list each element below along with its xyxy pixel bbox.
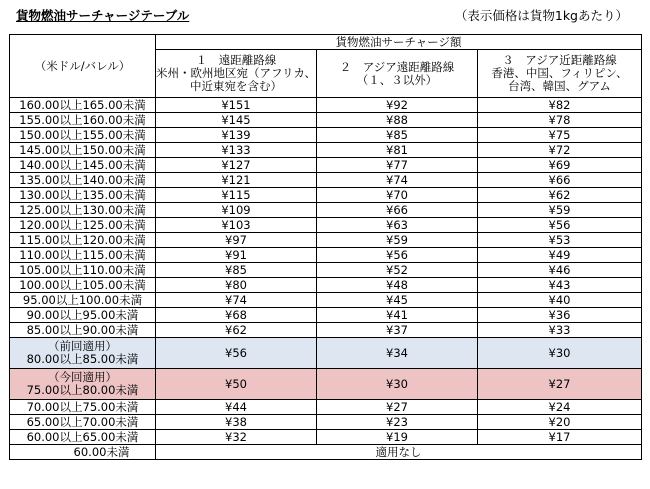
range-cell: 145.00以上150.00未満 [10,143,156,158]
value-cell: ¥24 [478,400,642,415]
value-cell: ¥62 [156,323,317,338]
value-cell: ¥40 [478,293,642,308]
range-cell: 70.00以上75.00未満 [10,400,156,415]
table-row-previous [10,338,642,369]
value-cell: ¥133 [156,143,317,158]
value-cell: ¥37 [317,323,478,338]
value-cell: ¥32 [156,430,317,445]
range-cell: 140.00以上145.00未満 [10,158,156,173]
value-cell: ¥19 [317,430,478,445]
range-cell: （前回適用） 80.00以上85.00未満 [10,338,156,369]
table-row [10,218,642,233]
range-cell: 100.00以上105.00未満 [10,278,156,293]
table-row [10,128,642,143]
range-cell: 105.00以上110.00未満 [10,263,156,278]
column-header-long-haul: １ 遠距離路線 米州・欧州地区宛（アフリカ、 中近東宛を含む） [156,50,317,98]
table-row [10,430,642,445]
value-cell: ¥127 [156,158,317,173]
range-cell: 115.00以上120.00未満 [10,233,156,248]
table-title: 貨物燃油サーチャージテーブル [16,8,190,23]
value-cell: ¥97 [156,233,317,248]
table-row [10,143,642,158]
table-row [10,415,642,430]
value-cell: ¥17 [478,430,642,445]
value-cell: ¥56 [317,248,478,263]
range-cell: 65.00以上70.00未満 [10,415,156,430]
table-row [10,293,642,308]
value-cell: ¥27 [478,369,642,400]
value-cell: ¥46 [478,263,642,278]
range-cell: 160.00以上165.00未満 [10,98,156,113]
table-row [10,233,642,248]
value-cell: ¥80 [156,278,317,293]
value-cell: ¥23 [317,415,478,430]
value-cell: ¥30 [317,369,478,400]
value-cell: ¥44 [156,400,317,415]
group-header: 貨物燃油サーチャージ額 [156,35,642,50]
value-cell: ¥59 [478,203,642,218]
value-cell: ¥115 [156,188,317,203]
value-cell: ¥36 [478,308,642,323]
value-cell: ¥78 [478,113,642,128]
value-cell: ¥74 [317,173,478,188]
value-cell: ¥56 [156,338,317,369]
range-cell: 85.00以上90.00未満 [10,323,156,338]
value-cell: ¥85 [156,263,317,278]
range-cell: 120.00以上125.00未満 [10,218,156,233]
value-cell: ¥49 [478,248,642,263]
value-cell: ¥63 [317,218,478,233]
value-cell: ¥77 [317,158,478,173]
value-cell: ¥30 [478,338,642,369]
surcharge-table [9,34,642,460]
value-cell: ¥66 [317,203,478,218]
range-cell: 150.00以上155.00未満 [10,128,156,143]
table-row [10,263,642,278]
value-cell: ¥75 [478,128,642,143]
value-cell: ¥69 [478,158,642,173]
unit-note: （表示価格は貨物1kgあたり） [454,8,628,23]
value-cell: ¥121 [156,173,317,188]
range-cell: 60.00以上65.00未満 [10,430,156,445]
table-row [10,400,642,415]
unit-header: （米ドル/バレル） [10,35,156,98]
value-cell: ¥82 [478,98,642,113]
value-cell: ¥50 [156,369,317,400]
range-cell: （今回適用） 75.00以上80.00未満 [10,369,156,400]
value-cell: ¥72 [478,143,642,158]
range-cell: 95.00以上100.00未満 [10,293,156,308]
value-cell: ¥33 [478,323,642,338]
value-cell: ¥88 [317,113,478,128]
value-cell: ¥70 [317,188,478,203]
value-cell: ¥109 [156,203,317,218]
value-cell: ¥20 [478,415,642,430]
value-cell: ¥66 [478,173,642,188]
value-cell: ¥103 [156,218,317,233]
not-applicable-cell: 適用なし [156,445,642,460]
range-cell: 60.00未満 [10,445,156,460]
column-header-asia-short: ３ アジア近距離路線 香港、中国、フィリピン、 台湾、韓国、グアム [478,50,642,98]
value-cell: ¥92 [317,98,478,113]
value-cell: ¥145 [156,113,317,128]
table-row-last [10,445,642,460]
range-cell: 155.00以上160.00未満 [10,113,156,128]
value-cell: ¥52 [317,263,478,278]
value-cell: ¥48 [317,278,478,293]
table-row [10,278,642,293]
value-cell: ¥38 [156,415,317,430]
value-cell: ¥81 [317,143,478,158]
table-row [10,323,642,338]
column-header-asia-long: ２ アジア遠距離路線 （１、３以外） [317,50,478,98]
range-cell: 90.00以上95.00未満 [10,308,156,323]
value-cell: ¥85 [317,128,478,143]
table-row [10,113,642,128]
table-row [10,98,642,113]
table-row [10,173,642,188]
range-cell: 110.00以上115.00未満 [10,248,156,263]
value-cell: ¥91 [156,248,317,263]
value-cell: ¥45 [317,293,478,308]
value-cell: ¥53 [478,233,642,248]
table-row [10,203,642,218]
value-cell: ¥43 [478,278,642,293]
table-row [10,308,642,323]
value-cell: ¥68 [156,308,317,323]
value-cell: ¥34 [317,338,478,369]
value-cell: ¥27 [317,400,478,415]
range-cell: 130.00以上135.00未満 [10,188,156,203]
value-cell: ¥56 [478,218,642,233]
value-cell: ¥139 [156,128,317,143]
table-row [10,158,642,173]
table-row-current [10,369,642,400]
value-cell: ¥59 [317,233,478,248]
value-cell: ¥74 [156,293,317,308]
range-cell: 125.00以上130.00未満 [10,203,156,218]
value-cell: ¥41 [317,308,478,323]
table-row [10,248,642,263]
table-row [10,188,642,203]
value-cell: ¥62 [478,188,642,203]
value-cell: ¥151 [156,98,317,113]
range-cell: 135.00以上140.00未満 [10,173,156,188]
